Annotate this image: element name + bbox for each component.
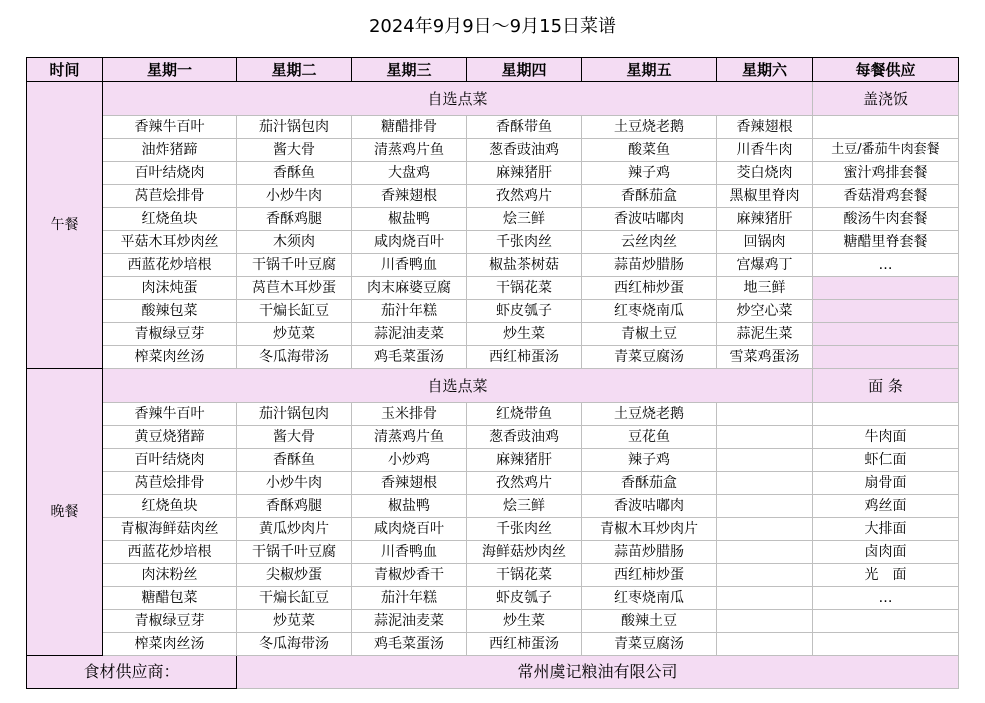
dish-cell: 大盘鸡 [352, 162, 467, 185]
supply-cell [813, 277, 959, 300]
dish-cell: 香酥茄盒 [582, 472, 717, 495]
dish-cell: 百叶结烧肉 [103, 162, 237, 185]
dish-cell: 干煸长缸豆 [237, 300, 352, 323]
dish-cell: 小炒鸡 [352, 449, 467, 472]
supply-cell: 糖醋里脊套餐 [813, 231, 959, 254]
dish-cell: 莴苣木耳炒蛋 [237, 277, 352, 300]
dish-cell [717, 541, 813, 564]
page-title: 2024年9月9日～9月15日菜谱 [368, 16, 617, 37]
table-row [27, 185, 959, 208]
dish-cell: 酸辣包菜 [103, 300, 237, 323]
dish-cell: 茄汁锅包肉 [237, 403, 352, 426]
dish-cell: 蒜泥油麦菜 [352, 610, 467, 633]
dish-cell: 西红柿炒蛋 [582, 277, 717, 300]
dish-cell: 莴苣烩排骨 [103, 472, 237, 495]
supply-cell: … [813, 587, 959, 610]
dish-cell: 西红柿蛋汤 [467, 346, 582, 369]
dish-cell [717, 449, 813, 472]
dish-cell: 椒盐鸭 [352, 208, 467, 231]
dish-cell: 麻辣猪肝 [717, 208, 813, 231]
dish-cell [717, 426, 813, 449]
table-row [27, 116, 959, 139]
dish-cell: 西蓝花炒培根 [103, 254, 237, 277]
dish-cell [717, 472, 813, 495]
dish-cell: 酸辣土豆 [582, 610, 717, 633]
supply-cell [813, 300, 959, 323]
dish-cell: 香酥茄盒 [582, 185, 717, 208]
dish-cell: 酱大骨 [237, 139, 352, 162]
dish-cell: 香酥鸡腿 [237, 208, 352, 231]
table-row [27, 449, 959, 472]
dish-cell: 红烧带鱼 [467, 403, 582, 426]
dish-cell: 蒜苗炒腊肠 [582, 541, 717, 564]
dish-cell: 蒜苗炒腊肠 [582, 254, 717, 277]
supply-cell: 蜜汁鸡排套餐 [813, 162, 959, 185]
dish-cell: 烩三鲜 [467, 208, 582, 231]
dish-cell: 清蒸鸡片鱼 [352, 139, 467, 162]
header-tuesday: 星期二 [237, 58, 352, 82]
dish-cell: 红烧鱼块 [103, 495, 237, 518]
supply-cell: 牛肉面 [813, 426, 959, 449]
dish-cell: 平菇木耳炒肉丝 [103, 231, 237, 254]
dish-cell: 炒生菜 [467, 323, 582, 346]
dish-cell: 香酥鸡腿 [237, 495, 352, 518]
dish-cell: 木须肉 [237, 231, 352, 254]
header-thursday: 星期四 [467, 58, 582, 82]
dish-cell: 椒盐茶树菇 [467, 254, 582, 277]
header-monday: 星期一 [103, 58, 237, 82]
dish-cell: 茄汁年糕 [352, 587, 467, 610]
table-row [27, 323, 959, 346]
dish-cell: 青菜豆腐汤 [582, 633, 717, 656]
dish-cell: 冬瓜海带汤 [237, 633, 352, 656]
table-row [27, 426, 959, 449]
dish-cell: 香波咕嘟肉 [582, 495, 717, 518]
dish-cell: 油炸猪蹄 [103, 139, 237, 162]
table-row [27, 495, 959, 518]
table-row [27, 403, 959, 426]
supply-cell [813, 116, 959, 139]
supply-cell: 鸡丝面 [813, 495, 959, 518]
dish-cell: 香辣翅根 [352, 185, 467, 208]
dish-cell: 虾皮瓠子 [467, 587, 582, 610]
dish-cell: 干锅花菜 [467, 277, 582, 300]
table-row [27, 472, 959, 495]
supply-cell: 酸汤牛肉套餐 [813, 208, 959, 231]
dish-cell: 西红柿蛋汤 [467, 633, 582, 656]
supply-cell: 卤肉面 [813, 541, 959, 564]
dish-cell: 青椒海鲜菇肉丝 [103, 518, 237, 541]
dish-cell: 千张肉丝 [467, 518, 582, 541]
dish-cell: 炒苋菜 [237, 323, 352, 346]
table-row [27, 518, 959, 541]
supply-cell [813, 610, 959, 633]
table-row [27, 254, 959, 277]
dish-cell: 宫爆鸡丁 [717, 254, 813, 277]
dish-cell: 香酥鱼 [237, 162, 352, 185]
dish-cell: 尖椒炒蛋 [237, 564, 352, 587]
dish-cell: 莴苣烩排骨 [103, 185, 237, 208]
dish-cell: 青椒土豆 [582, 323, 717, 346]
dish-cell: 肉沫炖蛋 [103, 277, 237, 300]
dish-cell: 千张肉丝 [467, 231, 582, 254]
dish-cell: 地三鲜 [717, 277, 813, 300]
header-supply: 每餐供应 [813, 58, 959, 82]
dish-cell: 川香鸭血 [352, 254, 467, 277]
dish-cell: 豆花鱼 [582, 426, 717, 449]
supply-cell: 扇骨面 [813, 472, 959, 495]
dish-cell: 糖醋排骨 [352, 116, 467, 139]
dish-cell: 青椒木耳炒肉片 [582, 518, 717, 541]
dinner-optional-label: 自选点菜 [103, 369, 813, 403]
dish-cell: 青椒炒香干 [352, 564, 467, 587]
dish-cell [717, 403, 813, 426]
dish-cell: 酱大骨 [237, 426, 352, 449]
dish-cell: 玉米排骨 [352, 403, 467, 426]
table-row [27, 564, 959, 587]
supply-cell: … [813, 254, 959, 277]
header-time: 时间 [27, 58, 103, 82]
dish-cell: 川香牛肉 [717, 139, 813, 162]
dish-cell: 红烧鱼块 [103, 208, 237, 231]
dish-cell: 雪菜鸡蛋汤 [717, 346, 813, 369]
supply-cell: 土豆/番茄牛肉套餐 [813, 139, 959, 162]
dish-cell: 茭白烧肉 [717, 162, 813, 185]
dish-cell: 青椒绿豆芽 [103, 323, 237, 346]
dish-cell: 黄瓜炒肉片 [237, 518, 352, 541]
dish-cell: 虾皮瓠子 [467, 300, 582, 323]
dish-cell [717, 518, 813, 541]
supply-cell [813, 403, 959, 426]
dish-cell: 西红柿炒蛋 [582, 564, 717, 587]
dinner-supply-header: 面 条 [813, 369, 959, 403]
lunch-supply-header: 盖浇饭 [813, 82, 959, 116]
dish-cell: 香辣翅根 [717, 116, 813, 139]
dish-cell: 小炒牛肉 [237, 185, 352, 208]
dish-cell: 椒盐鸭 [352, 495, 467, 518]
header-saturday: 星期六 [717, 58, 813, 82]
dish-cell: 香辣牛百叶 [103, 116, 237, 139]
dish-cell [717, 495, 813, 518]
table-row [27, 633, 959, 656]
dish-cell: 咸肉烧百叶 [352, 518, 467, 541]
dish-cell: 青椒绿豆芽 [103, 610, 237, 633]
table-row [27, 277, 959, 300]
dish-cell: 鸡毛菜蛋汤 [352, 633, 467, 656]
supply-cell [813, 633, 959, 656]
dish-cell: 黄豆烧猪蹄 [103, 426, 237, 449]
dish-cell: 干锅花菜 [467, 564, 582, 587]
menu-table [26, 57, 959, 689]
dish-cell: 青菜豆腐汤 [582, 346, 717, 369]
dish-cell: 炒苋菜 [237, 610, 352, 633]
dish-cell: 辣子鸡 [582, 449, 717, 472]
table-row [27, 300, 959, 323]
dish-cell: 干锅千叶豆腐 [237, 541, 352, 564]
dinner-label: 晚餐 [27, 369, 103, 656]
dish-cell: 香波咕嘟肉 [582, 208, 717, 231]
dish-cell: 香酥带鱼 [467, 116, 582, 139]
dish-cell: 肉末麻婆豆腐 [352, 277, 467, 300]
table-row [27, 208, 959, 231]
dish-cell: 百叶结烧肉 [103, 449, 237, 472]
dish-cell: 蒜泥油麦菜 [352, 323, 467, 346]
table-row [27, 610, 959, 633]
dish-cell: 榨菜肉丝汤 [103, 346, 237, 369]
lunch-label: 午餐 [27, 82, 103, 369]
supply-cell: 虾仁面 [813, 449, 959, 472]
dish-cell: 榨菜肉丝汤 [103, 633, 237, 656]
supply-cell: 香菇滑鸡套餐 [813, 185, 959, 208]
dish-cell [717, 610, 813, 633]
dish-cell: 黑椒里脊肉 [717, 185, 813, 208]
dish-cell: 辣子鸡 [582, 162, 717, 185]
dish-cell: 蒜泥生菜 [717, 323, 813, 346]
dish-cell [717, 564, 813, 587]
dish-cell: 土豆烧老鹅 [582, 403, 717, 426]
dish-cell: 麻辣猪肝 [467, 449, 582, 472]
dish-cell: 孜然鸡片 [467, 472, 582, 495]
dish-cell: 香辣牛百叶 [103, 403, 237, 426]
menu-table-body [27, 58, 959, 689]
dish-cell: 冬瓜海带汤 [237, 346, 352, 369]
supply-cell: 光 面 [813, 564, 959, 587]
dish-cell [717, 633, 813, 656]
dish-cell: 糖醋包菜 [103, 587, 237, 610]
dish-cell: 土豆烧老鹅 [582, 116, 717, 139]
table-row [27, 541, 959, 564]
lunch-optional-row [27, 82, 959, 116]
dish-cell: 干煸长缸豆 [237, 587, 352, 610]
dish-cell: 酸菜鱼 [582, 139, 717, 162]
dish-cell: 香辣翅根 [352, 472, 467, 495]
header-row [27, 58, 959, 82]
footer-row [27, 656, 959, 689]
header-friday: 星期五 [582, 58, 717, 82]
table-row [27, 139, 959, 162]
header-wednesday: 星期三 [352, 58, 467, 82]
dish-cell: 孜然鸡片 [467, 185, 582, 208]
dish-cell: 干锅千叶豆腐 [237, 254, 352, 277]
dish-cell: 葱香豉油鸡 [467, 139, 582, 162]
dish-cell: 清蒸鸡片鱼 [352, 426, 467, 449]
dish-cell: 茄汁锅包肉 [237, 116, 352, 139]
table-row [27, 231, 959, 254]
dish-cell: 海鲜菇炒肉丝 [467, 541, 582, 564]
dish-cell: 麻辣猪肝 [467, 162, 582, 185]
dish-cell: 烩三鲜 [467, 495, 582, 518]
dinner-optional-row [27, 369, 959, 403]
lunch-optional-label: 自选点菜 [103, 82, 813, 116]
supplier-label: 食材供应商： [27, 656, 237, 689]
dish-cell: 香酥鱼 [237, 449, 352, 472]
table-row [27, 346, 959, 369]
supply-cell: 大排面 [813, 518, 959, 541]
dish-cell: 肉沫粉丝 [103, 564, 237, 587]
supply-cell [813, 323, 959, 346]
supplier-name: 常州虞记粮油有限公司 [237, 656, 959, 689]
dish-cell: 咸肉烧百叶 [352, 231, 467, 254]
dish-cell: 炒生菜 [467, 610, 582, 633]
dish-cell: 小炒牛肉 [237, 472, 352, 495]
dish-cell: 葱香豉油鸡 [467, 426, 582, 449]
dish-cell: 红枣烧南瓜 [582, 587, 717, 610]
table-row [27, 162, 959, 185]
dish-cell: 茄汁年糕 [352, 300, 467, 323]
dish-cell: 鸡毛菜蛋汤 [352, 346, 467, 369]
dish-cell [717, 587, 813, 610]
dish-cell: 川香鸭血 [352, 541, 467, 564]
dish-cell: 炒空心菜 [717, 300, 813, 323]
supply-cell [813, 346, 959, 369]
dish-cell: 红枣烧南瓜 [582, 300, 717, 323]
dish-cell: 西蓝花炒培根 [103, 541, 237, 564]
table-row [27, 587, 959, 610]
dish-cell: 云丝肉丝 [582, 231, 717, 254]
dish-cell: 回锅肉 [717, 231, 813, 254]
